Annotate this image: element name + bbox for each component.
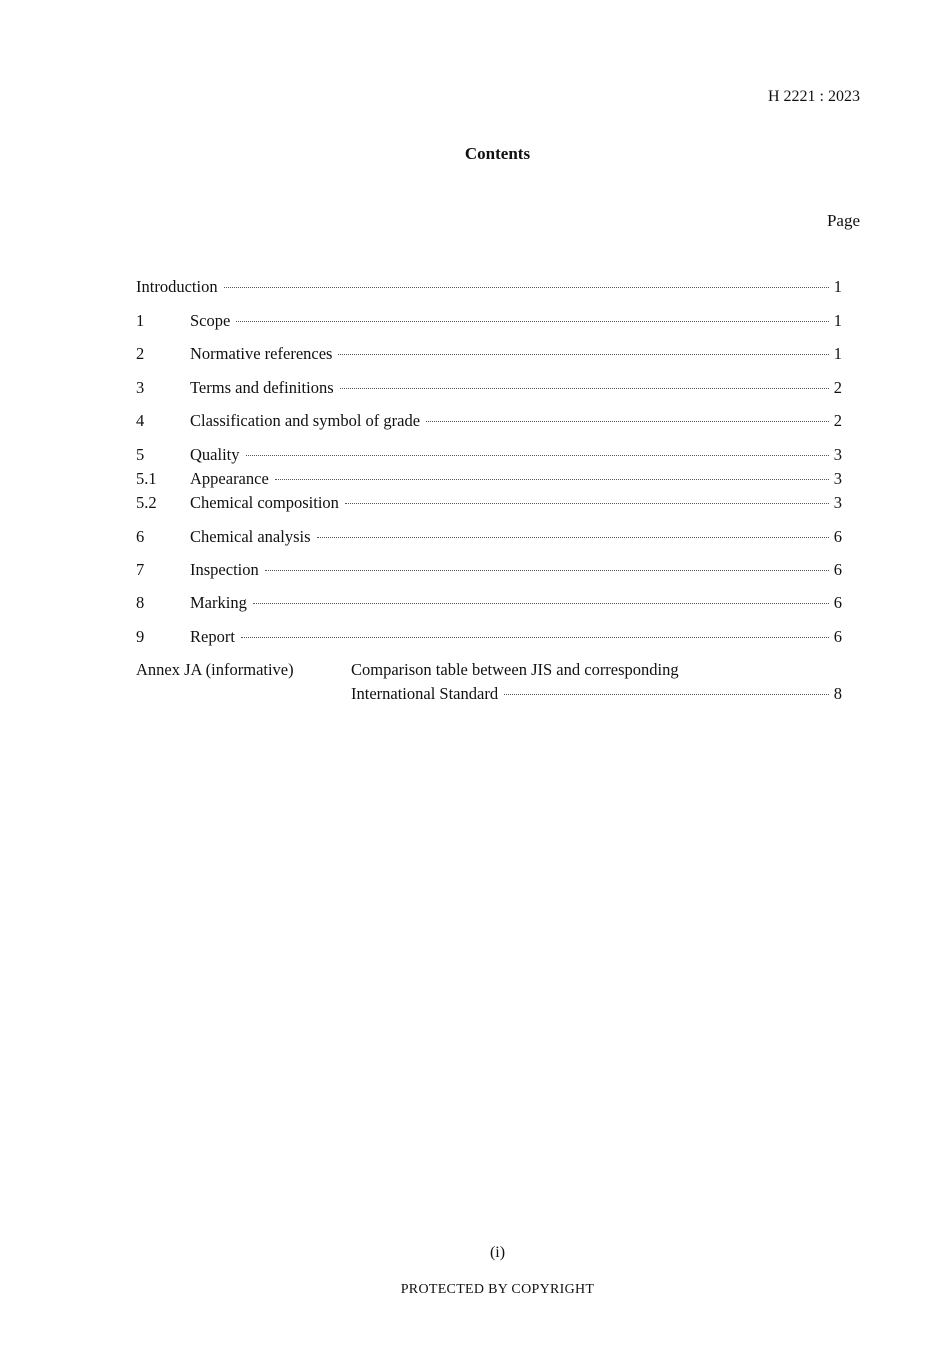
toc-entry-page: 2 [833,378,842,397]
toc-entry-number: 2 [136,344,145,363]
toc-entry-scope[interactable] [136,311,842,333]
leader-dots [317,537,829,538]
toc-entry-quality[interactable] [136,445,842,467]
page-column-label: Page [826,211,860,230]
toc-entry-number: 7 [136,560,145,579]
toc-entry-marking[interactable] [136,593,842,615]
page-title: Contents [464,144,531,163]
leader-dots [504,694,829,695]
toc-entry-appearance[interactable] [136,469,842,491]
toc-entry-page: 6 [833,527,842,546]
toc-entry-page: 1 [833,311,842,330]
toc-entry-label: Chemical analysis [190,527,311,546]
toc-entry-normative-references[interactable] [136,344,842,366]
leader-dots [224,287,829,288]
toc-entry-number: 5.2 [136,493,157,512]
toc-entry-label: Normative references [190,344,333,363]
footer-page-number: (i) [489,1244,506,1261]
toc-entry-number: 5.1 [136,469,157,488]
toc-entry-classification[interactable] [136,411,842,433]
leader-dots [426,421,829,422]
annex-page: 8 [833,684,842,703]
toc-entry-page: 6 [833,560,842,579]
toc-entry-page: 6 [833,593,842,612]
annex-title-line2: International Standard [351,684,499,703]
toc-entry-page: 3 [833,445,842,464]
toc-entry-page: 1 [833,344,842,363]
toc-entry-chemical-analysis[interactable] [136,527,842,549]
toc-entry-label: Marking [190,593,247,612]
toc-entry-introduction[interactable] [136,277,842,299]
leader-dots [253,603,829,604]
toc-entry-number: 5 [136,445,145,464]
annex-label: Annex JA (informative) [136,660,294,679]
toc-entry-chemical-composition[interactable] [136,493,842,515]
toc-entry-page: 3 [833,469,842,488]
leader-dots [265,570,829,571]
toc-entry-page: 6 [833,627,842,646]
leader-dots [340,388,829,389]
toc-entry-number: 1 [136,311,145,330]
toc-entry-label: Quality [190,445,240,464]
leader-dots [236,321,829,322]
toc-entry-label: Terms and definitions [190,378,334,397]
toc-entry-label: Inspection [190,560,259,579]
toc-entry-annex-ja-continued[interactable] [351,684,842,706]
toc-entry-number: 8 [136,593,145,612]
toc-entry-label: Chemical composition [190,493,339,512]
toc-entry-report[interactable] [136,627,842,649]
toc-entry-label: Report [190,627,235,646]
toc-entry-page: 3 [833,493,842,512]
leader-dots [246,455,830,456]
toc-entry-page: 2 [833,411,842,430]
toc-entry-number: 4 [136,411,145,430]
leader-dots [241,637,829,638]
leader-dots [338,354,829,355]
toc-entry-label: Introduction [136,277,218,296]
toc-entry-number: 6 [136,527,145,546]
toc-entry-page: 1 [833,277,842,296]
leader-dots [345,503,829,504]
toc-entry-label: Scope [190,311,231,330]
copyright-notice: PROTECTED BY COPYRIGHT [400,1282,595,1297]
toc-entry-number: 3 [136,378,145,397]
document-number: H 2221 : 2023 [768,88,860,105]
toc-entry-terms-and-definitions[interactable] [136,378,842,400]
annex-title-line1: Comparison table between JIS and corresponding [351,660,679,679]
leader-dots [275,479,829,480]
toc-entry-number: 9 [136,627,145,646]
toc-entry-label: Appearance [190,469,269,488]
toc-entry-label: Classification and symbol of grade [190,411,421,430]
toc-entry-inspection[interactable] [136,560,842,582]
